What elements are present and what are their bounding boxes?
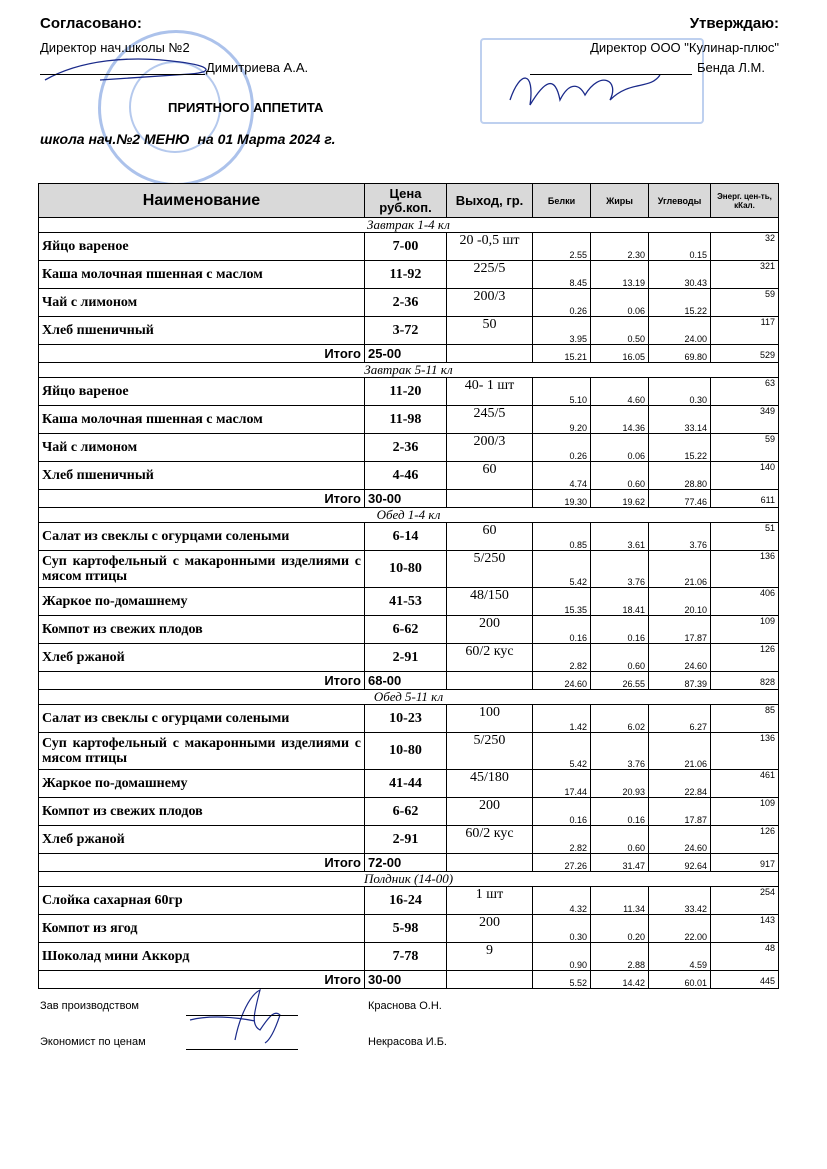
dish-kcal: 51 [711, 523, 779, 551]
total-protein: 19.30 [533, 490, 591, 508]
dish-kcal: 349 [711, 406, 779, 434]
dish-name: Компот из свежих плодов [39, 798, 365, 826]
dish-fat: 20.93 [591, 770, 649, 798]
dish-fat: 0.60 [591, 644, 649, 672]
total-row [39, 672, 779, 690]
dish-protein: 4.32 [533, 887, 591, 915]
total-kcal: 445 [711, 971, 779, 989]
dish-kcal: 63 [711, 378, 779, 406]
total-protein: 15.21 [533, 345, 591, 363]
dish-name: Салат из свеклы с огурцами солеными [39, 523, 365, 551]
dish-protein: 0.26 [533, 289, 591, 317]
dish-carbs: 0.30 [649, 378, 711, 406]
total-fat: 31.47 [591, 854, 649, 872]
dish-name: Жаркое по-домашнему [39, 770, 365, 798]
dish-name: Компот из ягод [39, 915, 365, 943]
header-protein: Белки [533, 184, 591, 218]
dish-price: 2-36 [365, 289, 447, 317]
dish-kcal: 136 [711, 733, 779, 770]
total-protein: 24.60 [533, 672, 591, 690]
dish-carbs: 4.59 [649, 943, 711, 971]
dish-fat: 0.60 [591, 462, 649, 490]
dish-fat: 0.20 [591, 915, 649, 943]
total-price: 68-00 [365, 672, 447, 690]
dish-name: Хлеб пшеничный [39, 462, 365, 490]
total-kcal: 917 [711, 854, 779, 872]
dish-protein: 0.16 [533, 616, 591, 644]
dish-carbs: 17.87 [649, 798, 711, 826]
dish-carbs: 6.27 [649, 705, 711, 733]
dish-protein: 5.42 [533, 551, 591, 588]
dish-price: 11-20 [365, 378, 447, 406]
dish-kcal: 32 [711, 233, 779, 261]
table-row [39, 887, 779, 915]
dish-name: Шоколад мини Аккорд [39, 943, 365, 971]
dish-price: 4-46 [365, 462, 447, 490]
table-row [39, 943, 779, 971]
total-kcal: 611 [711, 490, 779, 508]
dish-name: Яйцо вареное [39, 378, 365, 406]
dish-yield: 200/3 [447, 289, 533, 317]
dish-name: Хлеб пшеничный [39, 317, 365, 345]
dish-fat: 3.61 [591, 523, 649, 551]
dish-carbs: 33.42 [649, 887, 711, 915]
approval-left-signature-line [40, 74, 205, 75]
approval-right-name: Бенда Л.М. [697, 60, 765, 75]
section-row [39, 872, 779, 887]
dish-price: 41-53 [365, 588, 447, 616]
dish-price: 7-00 [365, 233, 447, 261]
dish-kcal: 461 [711, 770, 779, 798]
footer-signature-line-1 [186, 1015, 298, 1016]
dish-name: Яйцо вареное [39, 233, 365, 261]
dish-protein: 17.44 [533, 770, 591, 798]
section-title: Полдник (14-00) [39, 872, 779, 887]
menu-subtitle: школа нач.№2 МЕНЮ на 01 Марта 2024 г. [40, 131, 336, 147]
dish-price: 3-72 [365, 317, 447, 345]
total-price: 30-00 [365, 490, 447, 508]
dish-name: Жаркое по-домашнему [39, 588, 365, 616]
dish-kcal: 109 [711, 616, 779, 644]
total-carbs: 77.46 [649, 490, 711, 508]
dish-name: Компот из свежих плодов [39, 616, 365, 644]
dish-yield: 50 [447, 317, 533, 345]
dish-price: 6-62 [365, 798, 447, 826]
dish-yield: 225/5 [447, 261, 533, 289]
total-label: Итого [39, 971, 365, 989]
dish-fat: 4.60 [591, 378, 649, 406]
dish-yield: 60/2 кус [447, 826, 533, 854]
total-carbs: 60.01 [649, 971, 711, 989]
dish-carbs: 30.43 [649, 261, 711, 289]
dish-carbs: 28.80 [649, 462, 711, 490]
dish-yield: 9 [447, 943, 533, 971]
total-yield-empty [447, 971, 533, 989]
dish-name: Хлеб ржаной [39, 826, 365, 854]
dish-yield: 45/180 [447, 770, 533, 798]
dish-fat: 2.88 [591, 943, 649, 971]
total-fat: 16.05 [591, 345, 649, 363]
table-row [39, 523, 779, 551]
dish-protein: 0.16 [533, 798, 591, 826]
table-row [39, 317, 779, 345]
section-title: Завтрак 1-4 кл [39, 218, 779, 233]
dish-name: Слойка сахарная 60гр [39, 887, 365, 915]
table-header-row [39, 184, 779, 218]
dish-name: Каша молочная пшенная с маслом [39, 261, 365, 289]
section-title: Обед 5-11 кл [39, 690, 779, 705]
total-carbs: 87.39 [649, 672, 711, 690]
signature-right [500, 60, 680, 120]
dish-carbs: 22.00 [649, 915, 711, 943]
footer-label-production: Зав производством [40, 1000, 139, 1012]
dish-fat: 0.16 [591, 616, 649, 644]
dish-carbs: 24.60 [649, 644, 711, 672]
total-row [39, 854, 779, 872]
dish-yield: 1 шт [447, 887, 533, 915]
footer-name-production: Краснова О.Н. [368, 1000, 442, 1012]
dish-fat: 0.06 [591, 289, 649, 317]
header-yield: Выход, гр. [447, 184, 533, 218]
dish-price: 11-92 [365, 261, 447, 289]
footer-label-economist: Экономист по ценам [40, 1036, 146, 1048]
total-price: 72-00 [365, 854, 447, 872]
dish-protein: 0.85 [533, 523, 591, 551]
dish-price: 2-91 [365, 826, 447, 854]
table-row [39, 406, 779, 434]
total-label: Итого [39, 345, 365, 363]
dish-fat: 3.76 [591, 551, 649, 588]
dish-protein: 0.30 [533, 915, 591, 943]
dish-kcal: 59 [711, 434, 779, 462]
dish-name: Хлеб ржаной [39, 644, 365, 672]
table-row [39, 434, 779, 462]
total-carbs: 69.80 [649, 345, 711, 363]
approval-left-name: Димитриева А.А. [206, 60, 309, 75]
dish-name: Чай с лимоном [39, 434, 365, 462]
dish-name: Каша молочная пшенная с маслом [39, 406, 365, 434]
dish-price: 6-14 [365, 523, 447, 551]
section-row [39, 218, 779, 233]
dish-price: 7-78 [365, 943, 447, 971]
table-row [39, 551, 779, 588]
dish-yield: 200 [447, 915, 533, 943]
dish-name: Чай с лимоном [39, 289, 365, 317]
dish-kcal: 109 [711, 798, 779, 826]
dish-yield: 200 [447, 616, 533, 644]
dish-carbs: 20.10 [649, 588, 711, 616]
approval-right-signature-line [530, 74, 692, 75]
dish-fat: 0.60 [591, 826, 649, 854]
dish-fat: 0.16 [591, 798, 649, 826]
dish-fat: 3.76 [591, 733, 649, 770]
total-price: 25-00 [365, 345, 447, 363]
table-row [39, 616, 779, 644]
approval-left-position: Директор нач.школы №2 [40, 40, 190, 55]
menu-table [38, 183, 779, 989]
dish-carbs: 3.76 [649, 523, 711, 551]
dish-protein: 15.35 [533, 588, 591, 616]
table-row [39, 261, 779, 289]
dish-price: 10-80 [365, 733, 447, 770]
dish-fat: 2.30 [591, 233, 649, 261]
dish-fat: 14.36 [591, 406, 649, 434]
dish-kcal: 59 [711, 289, 779, 317]
dish-yield: 245/5 [447, 406, 533, 434]
footer-signature-line-2 [186, 1049, 298, 1050]
table-row [39, 289, 779, 317]
dish-price: 11-98 [365, 406, 447, 434]
dish-yield: 5/250 [447, 733, 533, 770]
total-yield-empty [447, 854, 533, 872]
approval-right-title: Утверждаю: [689, 15, 779, 32]
dish-fat: 0.50 [591, 317, 649, 345]
dish-name: Салат из свеклы с огурцами солеными [39, 705, 365, 733]
section-title: Завтрак 5-11 кл [39, 363, 779, 378]
header-price: Цена руб.коп. [365, 184, 447, 218]
approval-left-title: Согласовано: [40, 15, 142, 32]
total-row [39, 345, 779, 363]
dish-kcal: 85 [711, 705, 779, 733]
dish-fat: 11.34 [591, 887, 649, 915]
dish-protein: 4.74 [533, 462, 591, 490]
dish-carbs: 0.15 [649, 233, 711, 261]
dish-carbs: 17.87 [649, 616, 711, 644]
table-row [39, 798, 779, 826]
dish-price: 41-44 [365, 770, 447, 798]
section-row [39, 690, 779, 705]
table-row [39, 378, 779, 406]
dish-protein: 1.42 [533, 705, 591, 733]
total-carbs: 92.64 [649, 854, 711, 872]
dish-protein: 2.82 [533, 644, 591, 672]
total-fat: 19.62 [591, 490, 649, 508]
total-yield-empty [447, 490, 533, 508]
dish-carbs: 22.84 [649, 770, 711, 798]
dish-yield: 60/2 кус [447, 644, 533, 672]
dish-carbs: 33.14 [649, 406, 711, 434]
table-row [39, 705, 779, 733]
dish-kcal: 254 [711, 887, 779, 915]
total-fat: 26.55 [591, 672, 649, 690]
total-yield-empty [447, 672, 533, 690]
total-kcal: 529 [711, 345, 779, 363]
dish-yield: 5/250 [447, 551, 533, 588]
dish-kcal: 143 [711, 915, 779, 943]
header-kcal: Энерг. цен-ть, кКал. [711, 184, 779, 218]
total-yield-empty [447, 345, 533, 363]
header-carbs: Углеводы [649, 184, 711, 218]
dish-price: 5-98 [365, 915, 447, 943]
dish-name: Суп картофельный с макаронными изделиями с мясом птицы [39, 733, 365, 770]
total-label: Итого [39, 854, 365, 872]
dish-protein: 5.10 [533, 378, 591, 406]
total-fat: 14.42 [591, 971, 649, 989]
total-label: Итого [39, 672, 365, 690]
dish-yield: 60 [447, 462, 533, 490]
table-row [39, 233, 779, 261]
dish-yield: 200 [447, 798, 533, 826]
table-row [39, 915, 779, 943]
dish-carbs: 21.06 [649, 551, 711, 588]
dish-protein: 2.55 [533, 233, 591, 261]
dish-kcal: 117 [711, 317, 779, 345]
dish-price: 10-80 [365, 551, 447, 588]
dish-price: 16-24 [365, 887, 447, 915]
dish-yield: 40- 1 шт [447, 378, 533, 406]
dish-kcal: 136 [711, 551, 779, 588]
total-row [39, 490, 779, 508]
dish-carbs: 15.22 [649, 289, 711, 317]
dish-fat: 18.41 [591, 588, 649, 616]
dish-name: Суп картофельный с макаронными изделиями с мясом птицы [39, 551, 365, 588]
total-protein: 5.52 [533, 971, 591, 989]
dish-protein: 3.95 [533, 317, 591, 345]
dish-protein: 9.20 [533, 406, 591, 434]
dish-price: 2-36 [365, 434, 447, 462]
dish-kcal: 126 [711, 644, 779, 672]
approval-right-position: Директор ООО "Кулинар-плюс" [590, 40, 779, 55]
header-name: Наименование [39, 184, 365, 218]
page-title: ПРИЯТНОГО АППЕТИТА [168, 100, 324, 115]
dish-yield: 200/3 [447, 434, 533, 462]
section-title: Обед 1-4 кл [39, 508, 779, 523]
total-row [39, 971, 779, 989]
header-fat: Жиры [591, 184, 649, 218]
dish-price: 6-62 [365, 616, 447, 644]
section-row [39, 508, 779, 523]
total-label: Итого [39, 490, 365, 508]
dish-carbs: 24.60 [649, 826, 711, 854]
table-row [39, 588, 779, 616]
dish-protein: 5.42 [533, 733, 591, 770]
dish-carbs: 24.00 [649, 317, 711, 345]
dish-fat: 0.06 [591, 434, 649, 462]
dish-protein: 2.82 [533, 826, 591, 854]
dish-yield: 48/150 [447, 588, 533, 616]
menu-table-body [39, 218, 779, 989]
dish-yield: 60 [447, 523, 533, 551]
dish-price: 10-23 [365, 705, 447, 733]
dish-carbs: 21.06 [649, 733, 711, 770]
table-row [39, 644, 779, 672]
dish-yield: 20 -0,5 шт [447, 233, 533, 261]
dish-fat: 13.19 [591, 261, 649, 289]
footer-name-economist: Некрасова И.Б. [368, 1036, 447, 1048]
dish-protein: 0.26 [533, 434, 591, 462]
dish-protein: 0.90 [533, 943, 591, 971]
dish-yield: 100 [447, 705, 533, 733]
dish-kcal: 140 [711, 462, 779, 490]
dish-kcal: 406 [711, 588, 779, 616]
table-row [39, 826, 779, 854]
dish-carbs: 15.22 [649, 434, 711, 462]
total-protein: 27.26 [533, 854, 591, 872]
dish-protein: 8.45 [533, 261, 591, 289]
total-price: 30-00 [365, 971, 447, 989]
dish-kcal: 126 [711, 826, 779, 854]
dish-kcal: 321 [711, 261, 779, 289]
table-row [39, 733, 779, 770]
dish-price: 2-91 [365, 644, 447, 672]
total-kcal: 828 [711, 672, 779, 690]
dish-kcal: 48 [711, 943, 779, 971]
table-row [39, 770, 779, 798]
table-row [39, 462, 779, 490]
section-row [39, 363, 779, 378]
dish-fat: 6.02 [591, 705, 649, 733]
